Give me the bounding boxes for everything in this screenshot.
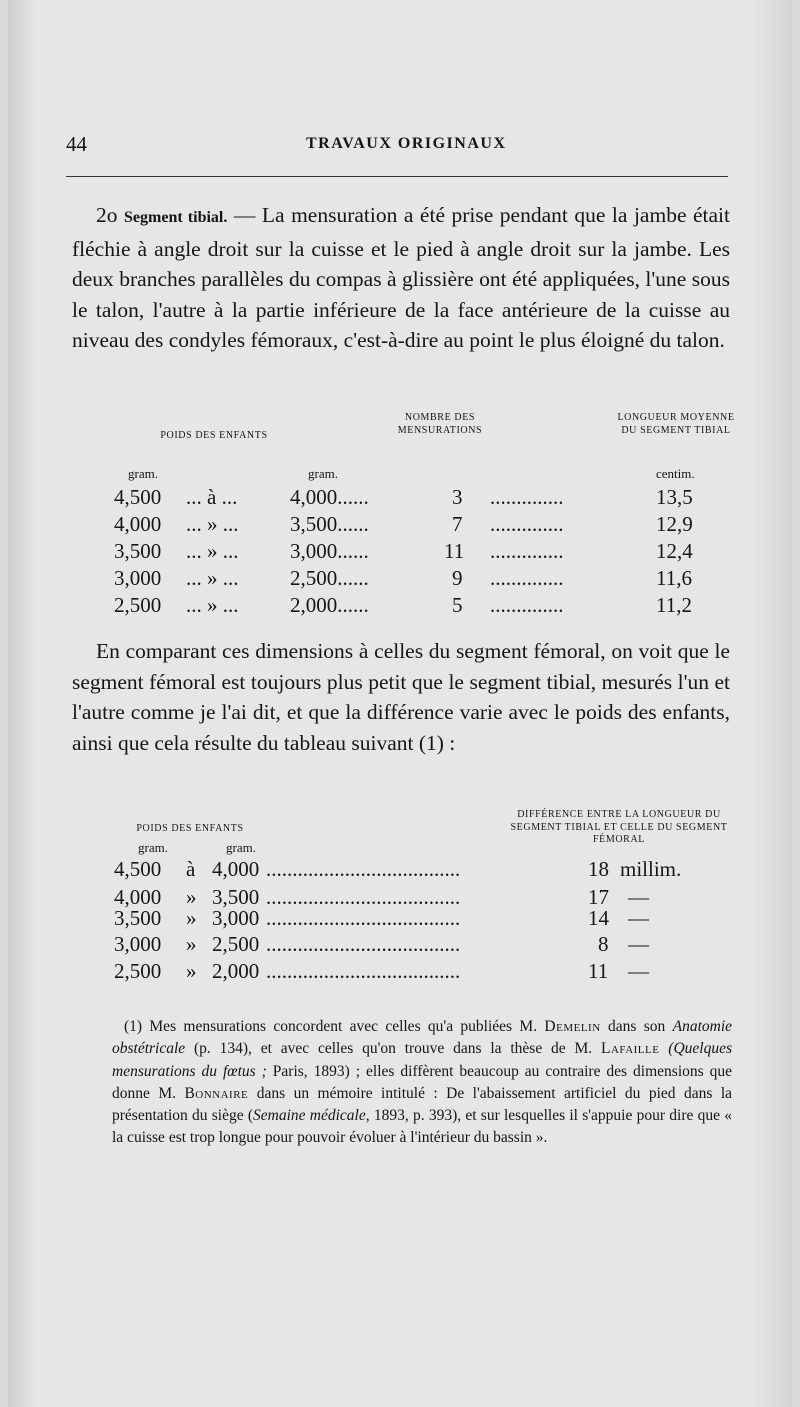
author-name: Lafaille xyxy=(600,1040,660,1058)
author-name: Demelin xyxy=(544,1018,601,1035)
header-rule xyxy=(66,176,728,177)
cited-title: Semaine médicale, xyxy=(253,1107,370,1125)
table2-unit-from: gram. xyxy=(138,840,168,855)
cited-title: Anatomie obstétricale xyxy=(112,1018,733,1058)
cited-title: (Quelques mensurations du fœtus ; xyxy=(112,1040,732,1080)
page-number: 44 xyxy=(66,132,87,156)
running-title: TRAVAUX ORIGINAUX xyxy=(306,135,507,152)
table1-header-weight: POIDS DES ENFANTS xyxy=(160,430,268,441)
footnote: (1) Mes mensurations concordent avec celles qu'a publiées M. Demelin dans son Anatomie obstétricale (p. 134), et avec celles qu'on trouve dans la thèse de M. Lafaille (Quelques mensurations du fœtus ; Paris, 1893) ; elles diffèrent beaucoup au contraire des dimensions que donne M. Bonnaire dans un mémoire intitulé : De l'abaissement artificiel du pied dans la présentation du siège (Semaine médicale, 1893, p. 393), et sur lesquelles il s'appuie pour dire que « la cuisse est trop longue pour pouvoir évoluer à l'intérieur du bassin ». xyxy=(112,1018,733,1147)
section-number: 2o xyxy=(96,203,118,227)
table1-header-length: LONGUEUR MOYENNE DU SEGMENT TIBIAL xyxy=(617,412,735,436)
book-page: 44 TRAVAUX ORIGINAUX 2o Segment tibial. — La mensuration a été prise pendant que la jambe était fléchie à angle droit sur la cuisse et le pied à angle droit sur la jambe. Les deux branches parallèles du compas à glissière ont été appliquées, l'une sous le talon, l'autre à la partie inférieure de la face antérieure de la cuisse au niveau des condyles fémoraux, c'est-à-dire au point le plus éloigné du talon. POIDS DES ENFANTS NOMBRE DES MENSURATIONS LONGUEUR MOYENNE DU SEGMENT TIBIAL gram. gram. centim. 4,500 ... à ... 4,000...... 3 .............. 13,5 4,000 ... » ... 3,500...... 7 .............. 12,9 3,500 ... » ... 3,000...... 11 .............. 12,4 3,000 ... » ... 2,500...... 9 .............. 11,6 2,500 ... » ... 2,000...... 5 .............. 11,2 En comparant ces dimensions à celles du segment fémoral, on voit que le segment fémoral est toujours plus petit que le segment tibial, mesurés l'un et l'autre comme je l'ai dit, et que la différence varie avec le poids des enfants, ainsi que cela résulte du tableau suivant (1) : POIDS DES ENFANTS DIFFÉRENCE ENTRE LA LONGUEUR DU SEGMENT TIBIAL ET CELLE DU SEGMENT FÉMORAL gram. gram. 4,500 à 4,000 ..................................... 18 millim. 4,000 » 3,500 ..................................... 17 — 3,500 » 3,000 ..................................... 14 — 3,000 » 2,500 ..................................... 8 — 2,500 » 2,000 ..................................... 11 — (1) Mes mensurations concordent avec celles qu'a publiées M. Demelin dans son Anatomie obstétricale (p. 134), et avec celles qu'on trouve dans la thèse de M. Lafaille (Quelques mensurations du fœtus ; Paris, 1893) ; elles diffèrent beaucoup au contraire des dimensions que donne M. Bonnaire dans un mémoire intitulé : De l'abaissement artificiel du pied dans la présentation du siège (Semaine médicale, 1893, p. 393), et sur lesquelles il s'appuie pour dire que « la cuisse est trop longue pour pouvoir évoluer à l'intérieur du bassin ». xyxy=(8,0,792,1407)
table1-unit-to: gram. xyxy=(308,466,338,481)
table2-header-weight: POIDS DES ENFANTS xyxy=(136,823,244,834)
paragraph-tibial-segment xyxy=(72,200,730,356)
paragraph-text: — La mensuration a été prise pendant que la jambe était fléchie à angle droit sur la cuisse et le pied à angle droit sur la jambe. Les deux branches parallèles du compas à glissière ont été appliquées, l'une sous le talon, l'autre à la partie inférieure de la face antérieure de la cuisse au niveau des condyles fémoraux, c'est-à-dire au point le plus éloigné du talon. xyxy=(72,203,731,352)
paragraph-comparison: En comparant ces dimensions à celles du segment fémoral, on voit que le segment fémoral est toujours plus petit que le segment tibial, mesurés l'un et l'autre comme je l'ai dit, et que la différence varie avec le poids des enfants, ainsi que cela résulte du tableau suivant (1) : xyxy=(72,639,730,755)
table2-unit-to: gram. xyxy=(226,840,256,855)
table1-unit-length: centim. xyxy=(656,466,695,481)
table1-header-count: NOMBRE DES MENSURATIONS xyxy=(397,412,483,436)
author-name: Bonnaire xyxy=(184,1084,249,1102)
table1-unit-from: gram. xyxy=(128,466,158,481)
section-heading: Segment tibial. xyxy=(124,209,228,226)
table2-header-difference: DIFFÉRENCE ENTRE LA LONGUEUR DU SEGMENT TIBIAL ET CELLE DU SEGMENT FÉMORAL xyxy=(510,809,728,845)
